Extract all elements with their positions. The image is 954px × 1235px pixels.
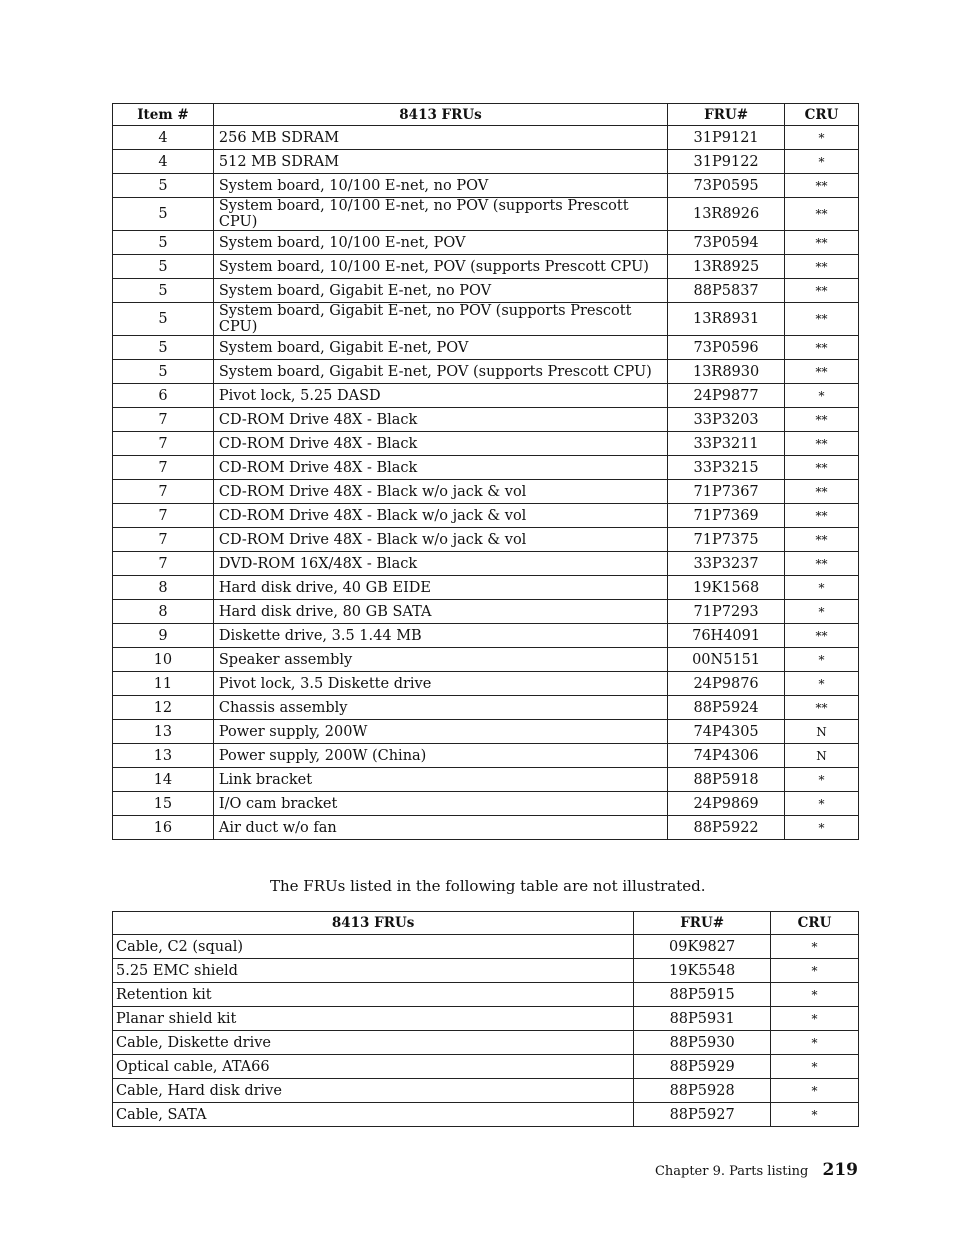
table-row <box>113 1031 859 1055</box>
table-row <box>113 935 859 959</box>
cell-description: Power supply, 200W (China) <box>213 744 667 768</box>
cell-description: System board, 10/100 E-net, no POV <box>213 174 667 198</box>
cell-fru-number: 71P7367 <box>668 480 785 504</box>
cell-fru-number: 33P3211 <box>668 432 785 456</box>
table-row <box>113 816 859 840</box>
table-row <box>113 408 859 432</box>
cell-item: 5 <box>113 174 214 198</box>
chapter-title: Chapter 9. Parts listing <box>654 1164 809 1179</box>
cell-item: 5 <box>113 303 214 336</box>
table-row <box>113 1007 859 1031</box>
table-header-row <box>113 912 859 935</box>
table-row <box>113 1079 859 1103</box>
cell-cru: * <box>785 600 859 624</box>
header-cru: CRU <box>785 104 859 126</box>
cell-item: 6 <box>113 384 214 408</box>
cell-fru-number: 71P7369 <box>668 504 785 528</box>
table-row <box>113 672 859 696</box>
cell-description: System board, 10/100 E-net, POV <box>213 231 667 255</box>
cell-description: CD-ROM Drive 48X - Black <box>213 408 667 432</box>
cell-description: CD-ROM Drive 48X - Black w/o jack & vol <box>213 480 667 504</box>
page-number: 219 <box>822 1160 858 1180</box>
cell-description: System board, 10/100 E-net, no POV (supports Prescott CPU) <box>213 198 667 231</box>
cell-fru-number: 76H4091 <box>668 624 785 648</box>
cell-item: 11 <box>113 672 214 696</box>
table-row <box>113 528 859 552</box>
cell-description: CD-ROM Drive 48X - Black w/o jack & vol <box>213 504 667 528</box>
header-item: Item # <box>113 104 214 126</box>
table-row <box>113 1103 859 1127</box>
cell-fru-number: 73P0595 <box>668 174 785 198</box>
table-row <box>113 959 859 983</box>
table-row <box>113 792 859 816</box>
cell-description: System board, Gigabit E-net, POV (supports Prescott CPU) <box>213 360 667 384</box>
cell-cru: ** <box>785 174 859 198</box>
cell-description: Pivot lock, 3.5 Diskette drive <box>213 672 667 696</box>
cell-item: 16 <box>113 816 214 840</box>
cell-fru-number: 88P5928 <box>634 1079 771 1103</box>
cell-cru: * <box>785 792 859 816</box>
table-row <box>113 983 859 1007</box>
cell-description: Cable, C2 (squal) <box>113 935 634 959</box>
cell-fru-number: 88P5924 <box>668 696 785 720</box>
cell-fru-number: 88P5918 <box>668 768 785 792</box>
cell-description: I/O cam bracket <box>213 792 667 816</box>
cell-fru-number: 73P0596 <box>668 336 785 360</box>
cell-item: 13 <box>113 744 214 768</box>
cell-cru: ** <box>785 336 859 360</box>
cell-fru-number: 88P5929 <box>634 1055 771 1079</box>
cell-cru: ** <box>785 255 859 279</box>
cell-description: System board, Gigabit E-net, no POV <box>213 279 667 303</box>
table-row <box>113 432 859 456</box>
cell-description: Speaker assembly <box>213 648 667 672</box>
table-row <box>113 279 859 303</box>
header-cru: CRU <box>771 912 859 935</box>
table-row <box>113 552 859 576</box>
cell-item: 10 <box>113 648 214 672</box>
cell-fru-number: 33P3237 <box>668 552 785 576</box>
cell-fru-number: 73P0594 <box>668 231 785 255</box>
cell-description: System board, Gigabit E-net, POV <box>213 336 667 360</box>
cell-cru: N <box>785 720 859 744</box>
table-row <box>113 303 859 336</box>
cell-cru: * <box>785 576 859 600</box>
table-header-row <box>113 104 859 126</box>
cell-description: CD-ROM Drive 48X - Black <box>213 456 667 480</box>
cell-description: DVD-ROM 16X/48X - Black <box>213 552 667 576</box>
cell-cru: * <box>785 648 859 672</box>
table-row <box>113 360 859 384</box>
cell-description: Cable, Diskette drive <box>113 1031 634 1055</box>
cell-fru-number: 71P7375 <box>668 528 785 552</box>
cell-cru: * <box>785 384 859 408</box>
cell-item: 5 <box>113 255 214 279</box>
header-frus: 8413 FRUs <box>213 104 667 126</box>
cell-fru-number: 00N5151 <box>668 648 785 672</box>
cell-cru: * <box>771 983 859 1007</box>
table-row <box>113 768 859 792</box>
table-row <box>113 480 859 504</box>
cell-item: 4 <box>113 150 214 174</box>
cell-cru: * <box>785 768 859 792</box>
cell-cru: N <box>785 744 859 768</box>
table-row <box>113 231 859 255</box>
fru-table-illustrated <box>112 103 859 840</box>
table-row <box>113 744 859 768</box>
table-row <box>113 150 859 174</box>
table-row <box>113 576 859 600</box>
cell-fru-number: 19K5548 <box>634 959 771 983</box>
cell-fru-number: 88P5930 <box>634 1031 771 1055</box>
cell-item: 14 <box>113 768 214 792</box>
cell-fru-number: 24P9869 <box>668 792 785 816</box>
cell-cru: * <box>785 150 859 174</box>
cell-description: Chassis assembly <box>213 696 667 720</box>
cell-item: 7 <box>113 480 214 504</box>
cell-description: Power supply, 200W <box>213 720 667 744</box>
cell-cru: * <box>771 1007 859 1031</box>
table-row <box>113 255 859 279</box>
cell-item: 5 <box>113 198 214 231</box>
cell-cru: ** <box>785 624 859 648</box>
cell-fru-number: 13R8931 <box>668 303 785 336</box>
cell-description: Cable, SATA <box>113 1103 634 1127</box>
cell-cru: ** <box>785 528 859 552</box>
cell-cru: ** <box>785 303 859 336</box>
cell-description: Optical cable, ATA66 <box>113 1055 634 1079</box>
cell-fru-number: 13R8930 <box>668 360 785 384</box>
cell-cru: * <box>785 672 859 696</box>
cell-fru-number: 88P5837 <box>668 279 785 303</box>
cell-fru-number: 88P5922 <box>668 816 785 840</box>
table-row <box>113 600 859 624</box>
cell-fru-number: 33P3215 <box>668 456 785 480</box>
cell-item: 5 <box>113 279 214 303</box>
cell-item: 8 <box>113 600 214 624</box>
cell-fru-number: 71P7293 <box>668 600 785 624</box>
cell-description: 5.25 EMC shield <box>113 959 634 983</box>
cell-fru-number: 88P5915 <box>634 983 771 1007</box>
cell-cru: ** <box>785 231 859 255</box>
cell-cru: ** <box>785 552 859 576</box>
table-row <box>113 648 859 672</box>
cell-cru: * <box>771 935 859 959</box>
cell-cru: ** <box>785 408 859 432</box>
table-row <box>113 720 859 744</box>
cell-cru: ** <box>785 432 859 456</box>
cell-item: 7 <box>113 432 214 456</box>
cell-item: 7 <box>113 504 214 528</box>
cell-fru-number: 13R8925 <box>668 255 785 279</box>
cell-fru-number: 13R8926 <box>668 198 785 231</box>
table-row <box>113 336 859 360</box>
cell-fru-number: 24P9877 <box>668 384 785 408</box>
header-fru-number: FRU# <box>634 912 771 935</box>
cell-item: 7 <box>113 528 214 552</box>
cell-cru: * <box>771 959 859 983</box>
cell-description: 512 MB SDRAM <box>213 150 667 174</box>
header-fru-number: FRU# <box>668 104 785 126</box>
cell-fru-number: 24P9876 <box>668 672 785 696</box>
cell-item: 7 <box>113 552 214 576</box>
table-row <box>113 1055 859 1079</box>
cell-description: System board, 10/100 E-net, POV (supports Prescott CPU) <box>213 255 667 279</box>
table-row <box>113 456 859 480</box>
cell-cru: * <box>771 1079 859 1103</box>
cell-item: 12 <box>113 696 214 720</box>
table-row <box>113 624 859 648</box>
cell-item: 7 <box>113 456 214 480</box>
table-row <box>113 198 859 231</box>
cell-fru-number: 88P5931 <box>634 1007 771 1031</box>
cell-cru: * <box>771 1031 859 1055</box>
cell-cru: * <box>771 1055 859 1079</box>
cell-description: Hard disk drive, 80 GB SATA <box>213 600 667 624</box>
cell-fru-number: 19K1568 <box>668 576 785 600</box>
cell-item: 15 <box>113 792 214 816</box>
table-row <box>113 126 859 150</box>
cell-cru: ** <box>785 456 859 480</box>
table-row <box>113 504 859 528</box>
intro-text: The FRUs listed in the following table are not illustrated. <box>270 877 706 895</box>
header-frus: 8413 FRUs <box>113 912 634 935</box>
cell-cru: * <box>785 126 859 150</box>
cell-cru: ** <box>785 696 859 720</box>
cell-cru: * <box>785 816 859 840</box>
cell-cru: ** <box>785 198 859 231</box>
cell-description: System board, Gigabit E-net, no POV (supports Prescott CPU) <box>213 303 667 336</box>
cell-item: 7 <box>113 408 214 432</box>
page-footer <box>655 1160 858 1180</box>
cell-item: 9 <box>113 624 214 648</box>
fru-table-not-illustrated <box>112 911 859 1127</box>
cell-item: 5 <box>113 360 214 384</box>
cell-description: Link bracket <box>213 768 667 792</box>
cell-description: CD-ROM Drive 48X - Black <box>213 432 667 456</box>
table-row <box>113 174 859 198</box>
cell-description: Retention kit <box>113 983 634 1007</box>
table-row <box>113 384 859 408</box>
cell-description: CD-ROM Drive 48X - Black w/o jack & vol <box>213 528 667 552</box>
cell-fru-number: 88P5927 <box>634 1103 771 1127</box>
cell-item: 5 <box>113 336 214 360</box>
cell-description: 256 MB SDRAM <box>213 126 667 150</box>
cell-fru-number: 74P4305 <box>668 720 785 744</box>
cell-description: Air duct w/o fan <box>213 816 667 840</box>
cell-description: Diskette drive, 3.5 1.44 MB <box>213 624 667 648</box>
cell-item: 4 <box>113 126 214 150</box>
cell-item: 5 <box>113 231 214 255</box>
cell-cru: ** <box>785 360 859 384</box>
cell-description: Cable, Hard disk drive <box>113 1079 634 1103</box>
cell-description: Pivot lock, 5.25 DASD <box>213 384 667 408</box>
cell-description: Hard disk drive, 40 GB EIDE <box>213 576 667 600</box>
cell-cru: ** <box>785 480 859 504</box>
cell-cru: ** <box>785 279 859 303</box>
table-row <box>113 696 859 720</box>
cell-item: 13 <box>113 720 214 744</box>
cell-fru-number: 31P9121 <box>668 126 785 150</box>
cell-cru: * <box>771 1103 859 1127</box>
cell-fru-number: 74P4306 <box>668 744 785 768</box>
cell-fru-number: 33P3203 <box>668 408 785 432</box>
cell-cru: ** <box>785 504 859 528</box>
cell-item: 8 <box>113 576 214 600</box>
cell-description: Planar shield kit <box>113 1007 634 1031</box>
cell-fru-number: 31P9122 <box>668 150 785 174</box>
cell-fru-number: 09K9827 <box>634 935 771 959</box>
